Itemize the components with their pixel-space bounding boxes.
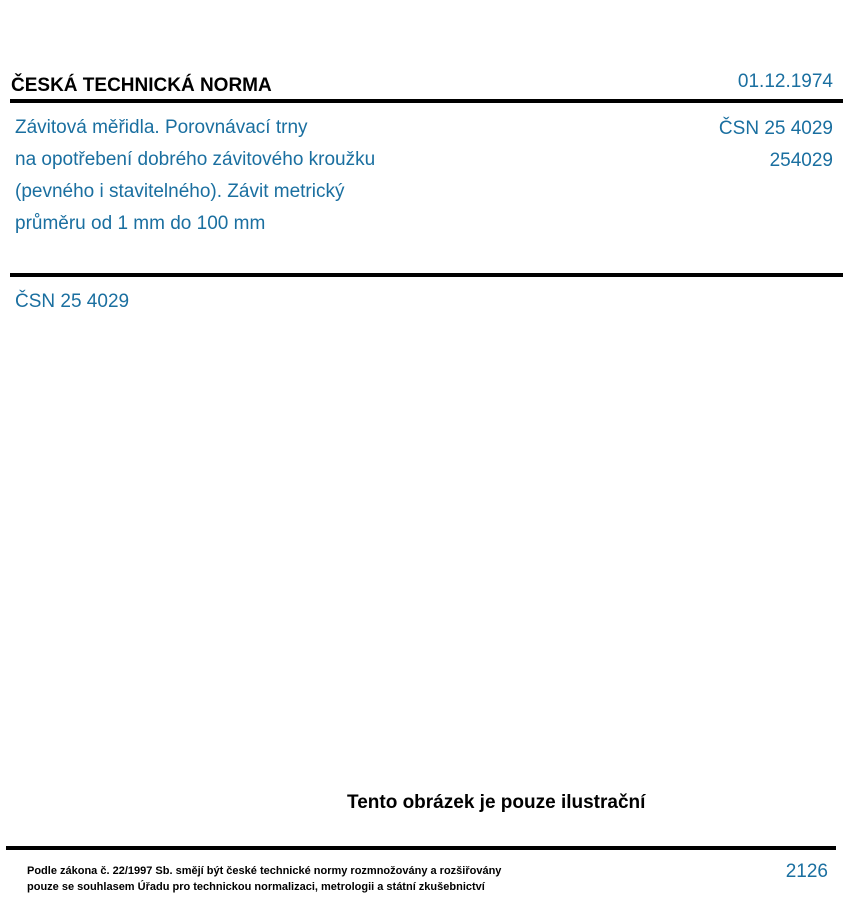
standard-designation: ČSN 25 4029 — [718, 118, 833, 139]
title-divider — [10, 273, 843, 277]
document-heading: ČESKÁ TECHNICKÁ NORMA — [11, 75, 272, 96]
standard-reference: ČSN 25 4029 — [15, 291, 130, 312]
title-line-3: (pevného i stavitelného). Závit metrický — [15, 181, 345, 202]
page-number: 2126 — [785, 861, 828, 882]
title-line-4: průměru od 1 mm do 100 mm — [15, 213, 266, 234]
publication-date: 01.12.1974 — [737, 71, 833, 92]
title-line-2: na opotřebení dobrého závitového kroužku — [15, 149, 376, 170]
footer-divider — [6, 846, 836, 850]
header-divider — [10, 99, 843, 103]
legal-notice-line-1: Podle zákona č. 22/1997 Sb. smějí být české technické normy rozmnožovány a rozšiřovány — [27, 865, 502, 877]
title-line-1: Závitová měřidla. Porovnávací trny — [15, 117, 308, 138]
illustration-note: Tento obrázek je pouze ilustrační — [347, 792, 646, 813]
classification-number: 254029 — [769, 150, 833, 171]
legal-notice-line-2: pouze se souhlasem Úřadu pro technickou normalizaci, metrologii a státní zkušebnictví — [27, 881, 485, 893]
